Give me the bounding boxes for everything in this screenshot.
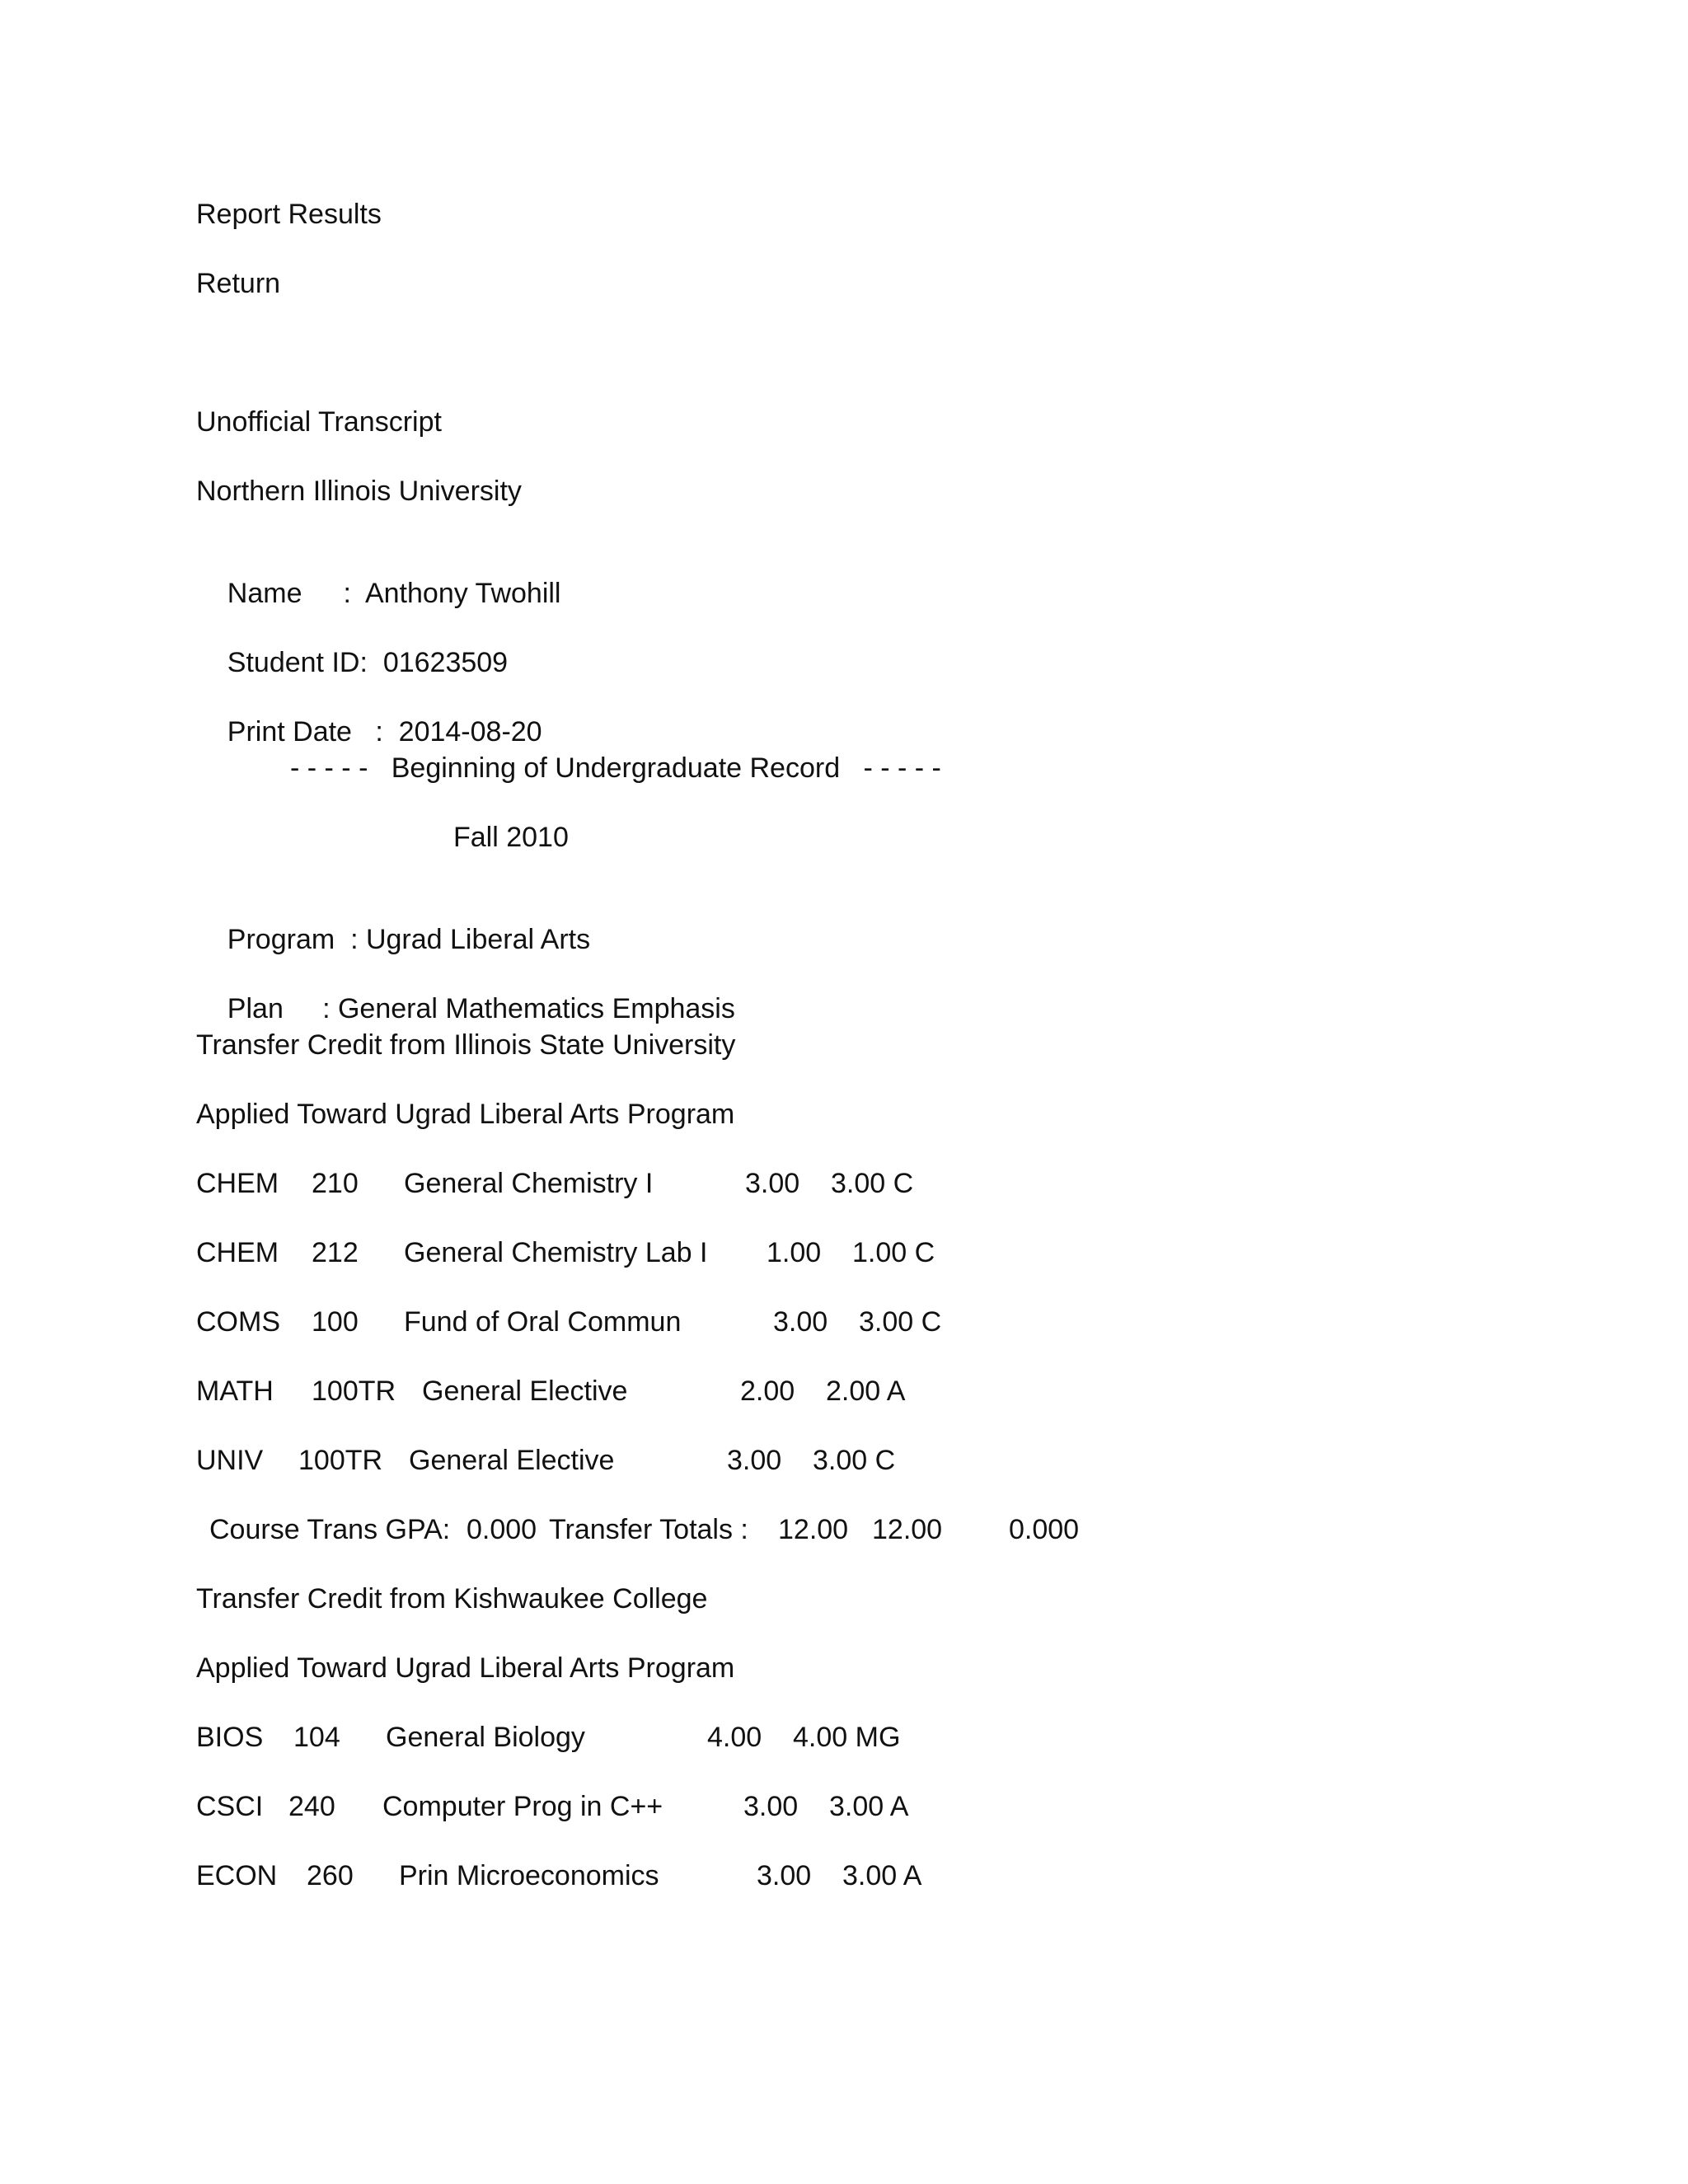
course-title: General Chemistry I [404, 1168, 654, 1199]
course-title: General Elective [409, 1445, 615, 1476]
print-date-label: Print Date [227, 716, 352, 748]
course-title: Prin Microeconomics [399, 1860, 659, 1891]
course-number: 100TR [298, 1445, 383, 1476]
course-title: Computer Prog in C++ [382, 1791, 663, 1822]
course-attempted: 3.00 [757, 1860, 812, 1891]
kish-applied-toward: Applied Toward Ugrad Liberal Arts Program [196, 1652, 735, 1684]
return-link[interactable]: Return [196, 268, 281, 299]
course-attempted: 4.00 [707, 1722, 762, 1753]
report-results-heading: Report Results [196, 199, 382, 230]
program-value: Ugrad Liberal Arts [365, 924, 591, 955]
transfer-totals-label: Transfer Totals : [549, 1514, 748, 1545]
record-banner: - - - - - Beginning of Undergraduate Record - - - - - [290, 752, 941, 784]
course-subject: CHEM [196, 1168, 279, 1199]
program-row: Program : Ugrad Liberal Arts [227, 924, 591, 955]
student-id-label: Student ID: [227, 647, 368, 678]
course-attempted: 1.00 [767, 1237, 822, 1268]
course-earned-grade: 4.00 MG [793, 1722, 901, 1753]
course-title: General Chemistry Lab I [404, 1237, 708, 1268]
course-title: General Elective [422, 1376, 628, 1407]
course-earned-grade: 1.00 C [852, 1237, 935, 1268]
course-trans-gpa-label: Course Trans GPA: [209, 1514, 451, 1545]
course-attempted: 3.00 [727, 1445, 782, 1476]
isu-applied-toward: Applied Toward Ugrad Liberal Arts Program [196, 1099, 735, 1130]
course-number: 100 [312, 1306, 359, 1338]
course-earned-grade: 2.00 A [826, 1376, 906, 1407]
course-number: 100TR [312, 1376, 396, 1407]
course-subject: CSCI [196, 1791, 264, 1822]
course-number: 210 [312, 1168, 359, 1199]
plan-label: Plan [227, 993, 284, 1024]
name-colon: : [343, 578, 365, 609]
course-earned-grade: 3.00 C [831, 1168, 914, 1199]
course-title: General Biology [386, 1722, 585, 1753]
transfer-totals-earned: 12.00 [872, 1514, 943, 1545]
course-subject: CHEM [196, 1237, 279, 1268]
program-label: Program [227, 924, 335, 955]
name-label: Name [227, 578, 302, 609]
course-earned-grade: 3.00 C [859, 1306, 942, 1338]
plan-value: General Mathematics Emphasis [337, 993, 735, 1024]
course-number: 260 [307, 1860, 354, 1891]
plan-row: Plan : General Mathematics Emphasis [227, 993, 735, 1024]
course-subject: BIOS [196, 1722, 264, 1753]
course-earned-grade: 3.00 A [829, 1791, 909, 1822]
course-earned-grade: 3.00 C [813, 1445, 896, 1476]
course-earned-grade: 3.00 A [842, 1860, 922, 1891]
course-subject: MATH [196, 1376, 274, 1407]
course-subject: UNIV [196, 1445, 264, 1476]
course-attempted: 3.00 [745, 1168, 800, 1199]
course-attempted: 3.00 [743, 1791, 799, 1822]
print-date-row: Print Date : 2014-08-20 [227, 716, 542, 748]
course-number: 240 [288, 1791, 335, 1822]
term-label: Fall 2010 [453, 822, 569, 853]
transfer-totals-attempted: 12.00 [778, 1514, 849, 1545]
student-id-value: 01623509 [382, 647, 509, 678]
kish-transfer-heading: Transfer Credit from Kishwaukee College [196, 1583, 708, 1615]
course-trans-gpa-value: 0.000 [467, 1514, 537, 1545]
course-attempted: 2.00 [740, 1376, 795, 1407]
course-number: 212 [312, 1237, 359, 1268]
isu-transfer-heading: Transfer Credit from Illinois State University [196, 1029, 736, 1061]
transcript-title: Unofficial Transcript [196, 406, 442, 438]
course-attempted: 3.00 [773, 1306, 828, 1338]
name-value: Anthony Twohill [364, 578, 561, 609]
course-number: 104 [293, 1722, 340, 1753]
course-title: Fund of Oral Commun [404, 1306, 682, 1338]
institution-name: Northern Illinois University [196, 476, 522, 507]
course-subject: COMS [196, 1306, 280, 1338]
transfer-totals-points: 0.000 [1009, 1514, 1080, 1545]
print-date-value: 2014-08-20 [398, 716, 542, 748]
course-subject: ECON [196, 1860, 278, 1891]
